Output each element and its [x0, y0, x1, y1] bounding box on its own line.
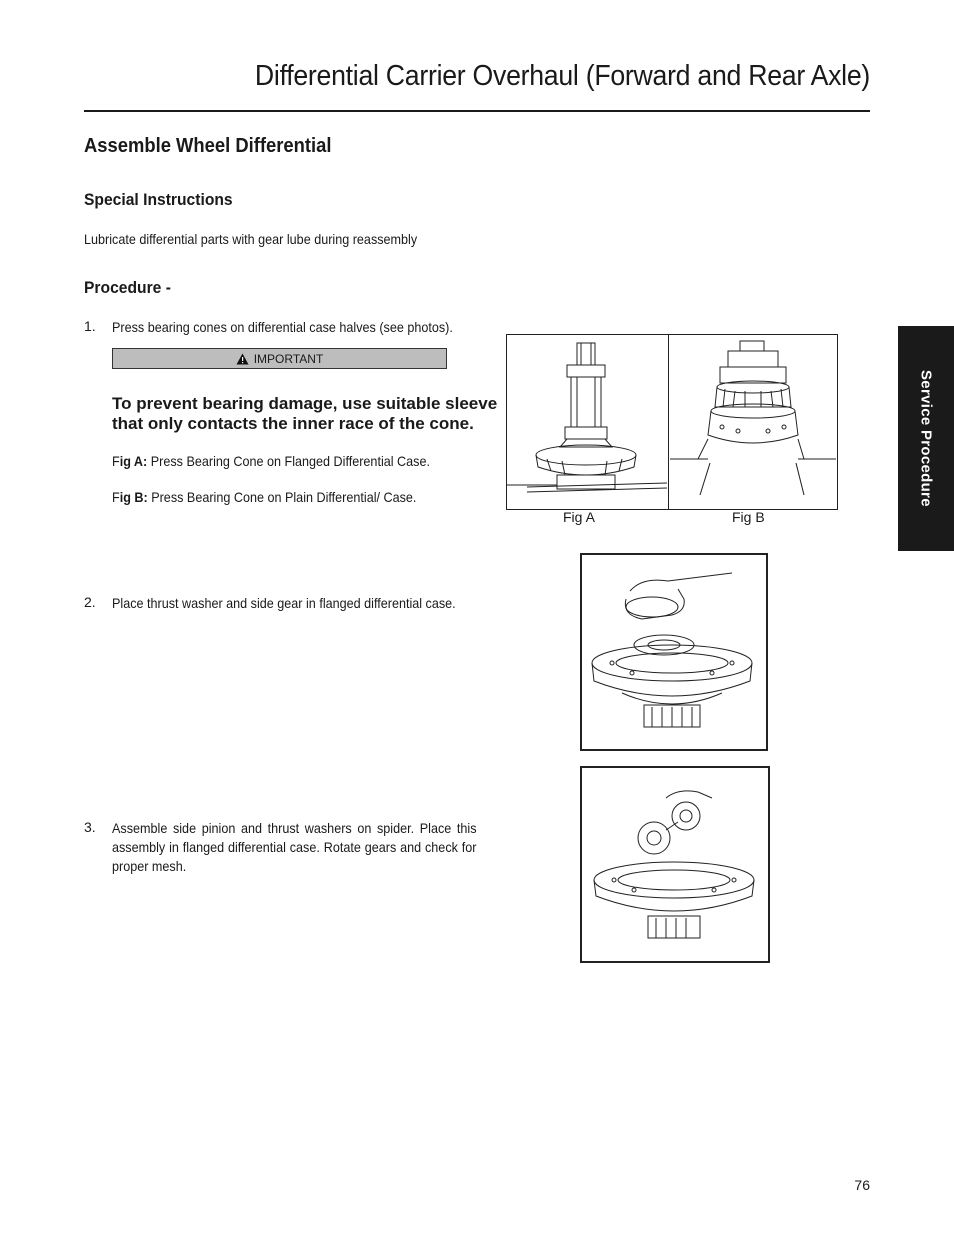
side-tab-label: Service Procedure: [917, 370, 935, 507]
important-banner: [112, 348, 447, 369]
fig-a-label-bold: ig A:: [119, 453, 148, 469]
fig-divider: [668, 334, 669, 509]
special-instructions-text: Lubricate differential parts with gear lube during reassembly: [84, 231, 418, 247]
step-number: 2.: [84, 594, 96, 610]
step3-illustration: [582, 768, 766, 959]
fig-b-prefix: F: [112, 489, 120, 505]
step-text: Place thrust washer and side gear in flanged differential case.: [112, 595, 456, 611]
special-instructions-heading: Special Instructions: [84, 190, 233, 209]
fig-a-prefix: F: [112, 453, 120, 469]
step-number: 1.: [84, 318, 96, 334]
title-rule: [84, 110, 870, 112]
page-title: Differential Carrier Overhaul (Forward and Rear Axle): [254, 60, 870, 92]
side-tab-label-wrap: [898, 326, 954, 551]
fig-b-text: Press Bearing Cone on Plain Differential/ Case.: [147, 489, 417, 505]
fig-a-text: Press Bearing Cone on Flanged Differential Case.: [147, 453, 430, 469]
fig-a-illustration: [507, 335, 667, 507]
step-text: Press bearing cones on differential case halves (see photos).: [112, 319, 453, 335]
important-label: IMPORTANT: [253, 351, 324, 366]
fig-b-label-bold: ig B:: [119, 489, 148, 505]
warning-icon: [236, 353, 249, 365]
page-number: 76: [854, 1177, 870, 1193]
fig-b-caption: [112, 489, 416, 505]
fig-a-caption: [112, 453, 430, 469]
step-number: 3.: [84, 819, 96, 835]
fig-b-illustration: [670, 335, 836, 507]
step-text: Assemble side pinion and thrust washers on spider. Place this assembly in flanged differential case. Rotate gears and check for proper mesh.: [112, 820, 477, 874]
fig-a-label: Fig A: [563, 509, 595, 525]
procedure-heading: Procedure -: [84, 278, 171, 297]
warning-text: To prevent bearing damage, use suitable sleeve that only contacts the inner race of the cone.: [112, 394, 498, 433]
step2-illustration: [582, 555, 764, 747]
section-heading: Assemble Wheel Differential: [84, 135, 332, 157]
fig-b-label: Fig B: [732, 509, 765, 525]
